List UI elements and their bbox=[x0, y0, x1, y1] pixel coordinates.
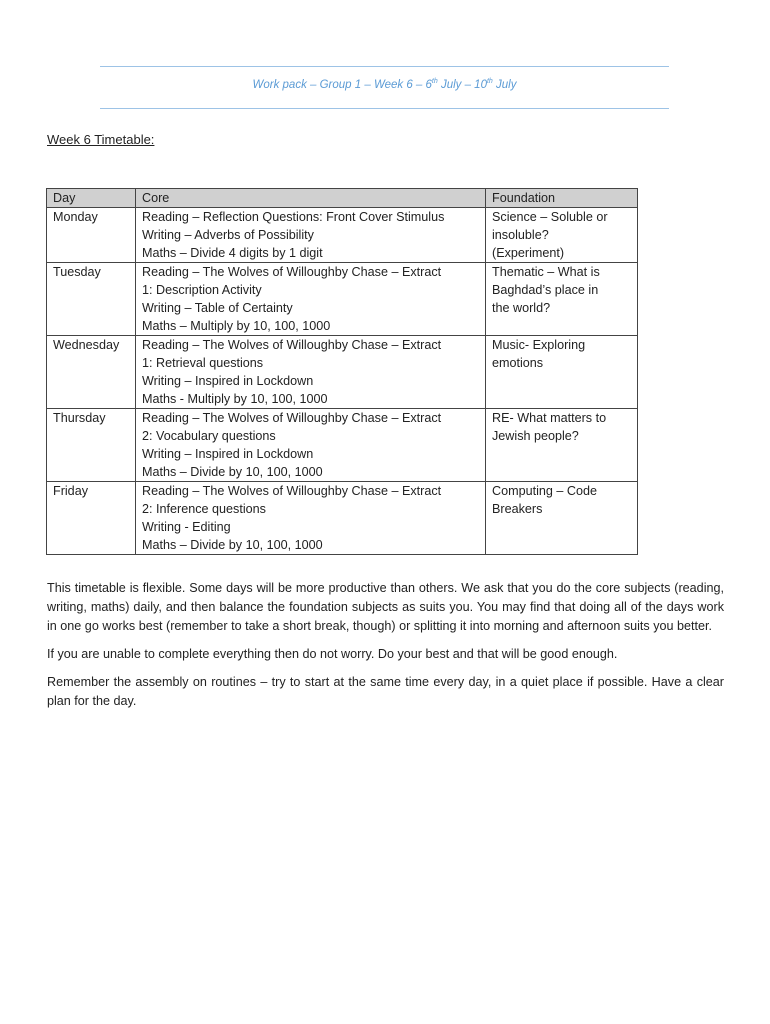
note-paragraph: Remember the assembly on routines – try to start at the same time every day, in a quiet place if possible. Have a clear plan for the day. bbox=[47, 675, 724, 708]
timetable bbox=[46, 188, 638, 555]
header-bottom-rule bbox=[100, 108, 669, 109]
notes bbox=[47, 579, 724, 720]
foundation-line: RE- What matters to bbox=[492, 411, 607, 425]
note-paragraph: If you are unable to complete everything then do not worry. Do your best and that will be good enough. bbox=[47, 647, 618, 661]
foundation-line: the world? bbox=[492, 301, 551, 315]
day-cell: Monday bbox=[47, 208, 136, 263]
core-cell bbox=[136, 208, 486, 263]
table-row bbox=[47, 409, 638, 482]
core-line: 2: Inference questions bbox=[142, 502, 266, 516]
foundation-cell bbox=[486, 409, 638, 482]
day-cell: Wednesday bbox=[47, 336, 136, 409]
foundation-line: Baghdad’s place in bbox=[492, 283, 599, 297]
column-header-foundation: Foundation bbox=[486, 189, 638, 208]
table-row bbox=[47, 482, 638, 555]
note-paragraph: This timetable is flexible. Some days will be more productive than others. We ask that you do the core subjects (reading, writing, maths) daily, and then balance the foundation subjects as suits you. You may find that doing all of the days work in one go works best (remember to take a short break, though) or splitting it into morning and afternoon suits you better. bbox=[47, 581, 724, 633]
core-line: 1: Retrieval questions bbox=[142, 356, 264, 370]
core-cell bbox=[136, 482, 486, 555]
foundation-line: (Experiment) bbox=[492, 246, 565, 260]
core-line: 1: Description Activity bbox=[142, 283, 262, 297]
day-cell: Thursday bbox=[47, 409, 136, 482]
core-line: Maths - Multiply by 10, 100, 1000 bbox=[142, 392, 328, 406]
core-line: 2: Vocabulary questions bbox=[142, 429, 276, 443]
foundation-cell bbox=[486, 482, 638, 555]
core-cell bbox=[136, 409, 486, 482]
table-row bbox=[47, 336, 638, 409]
core-line: Reading – The Wolves of Willoughby Chase – Extract bbox=[142, 484, 442, 498]
core-line: Maths – Multiply by 10, 100, 1000 bbox=[142, 319, 331, 333]
column-header-core: Core bbox=[136, 189, 486, 208]
table-row bbox=[47, 208, 638, 263]
page-header: Work pack – Group 1 – Week 6 – 6th July – 10th July bbox=[252, 78, 517, 91]
foundation-cell bbox=[486, 263, 638, 336]
core-line: Reading – The Wolves of Willoughby Chase – Extract bbox=[142, 411, 442, 425]
column-header-day: Day bbox=[47, 189, 136, 208]
core-line: Reading – The Wolves of Willoughby Chase – Extract bbox=[142, 265, 442, 279]
core-line: Writing – Table of Certainty bbox=[142, 301, 293, 315]
foundation-line: Thematic – What is bbox=[492, 265, 600, 279]
foundation-cell bbox=[486, 208, 638, 263]
foundation-line: emotions bbox=[492, 356, 544, 370]
day-cell: Friday bbox=[47, 482, 136, 555]
foundation-cell bbox=[486, 336, 638, 409]
header-top-rule bbox=[100, 66, 669, 67]
foundation-line: Music- Exploring bbox=[492, 338, 586, 352]
core-line: Writing – Adverbs of Possibility bbox=[142, 228, 314, 242]
core-line: Maths – Divide 4 digits by 1 digit bbox=[142, 246, 323, 260]
core-line: Maths – Divide by 10, 100, 1000 bbox=[142, 538, 323, 552]
foundation-line: Breakers bbox=[492, 502, 543, 516]
core-cell bbox=[136, 263, 486, 336]
core-line: Maths – Divide by 10, 100, 1000 bbox=[142, 465, 323, 479]
foundation-line: Computing – Code bbox=[492, 484, 598, 498]
core-line: Writing – Inspired in Lockdown bbox=[142, 374, 314, 388]
table-header-row bbox=[47, 189, 638, 208]
core-line: Reading – The Wolves of Willoughby Chase – Extract bbox=[142, 338, 442, 352]
foundation-line: insoluble? bbox=[492, 228, 549, 242]
foundation-line: Jewish people? bbox=[492, 429, 579, 443]
timetable-heading: Week 6 Timetable: bbox=[47, 132, 155, 147]
core-cell bbox=[136, 336, 486, 409]
foundation-line: Science – Soluble or bbox=[492, 210, 608, 224]
core-line: Writing - Editing bbox=[142, 520, 231, 534]
core-line: Writing – Inspired in Lockdown bbox=[142, 447, 314, 461]
day-cell: Tuesday bbox=[47, 263, 136, 336]
core-line: Reading – Reflection Questions: Front Cover Stimulus bbox=[142, 210, 445, 224]
table-row bbox=[47, 263, 638, 336]
